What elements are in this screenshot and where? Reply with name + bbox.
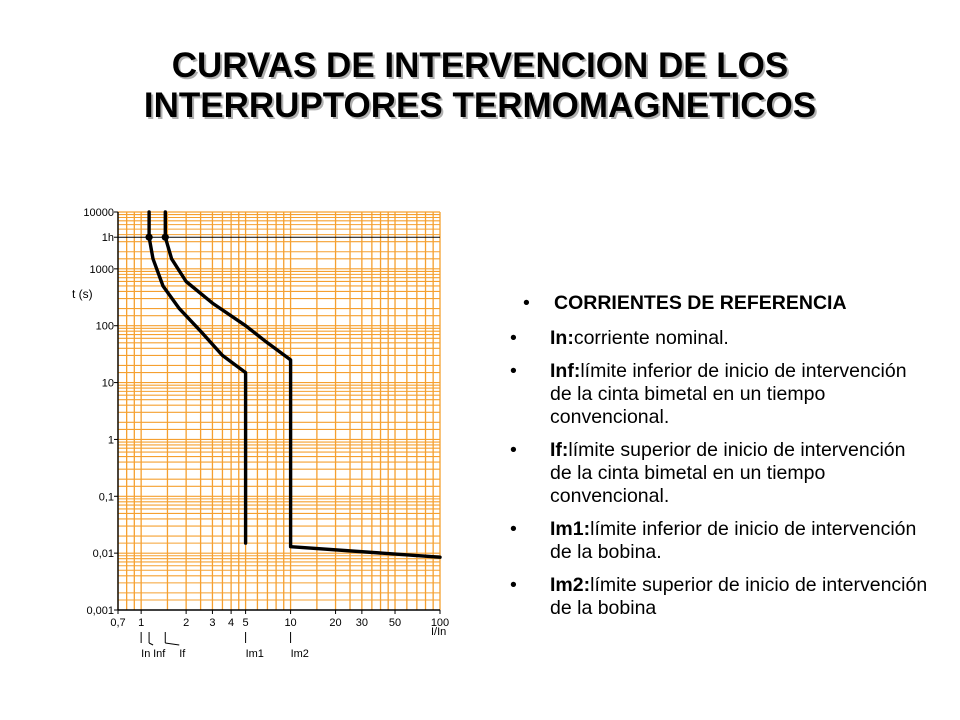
y-tick-label: 0,001 [86,605,114,617]
list-item: • Inf:límite inferior de inicio de intervención de la cinta bimetal en un tiempo convencional. [508,360,928,429]
curve-marker [162,234,169,241]
x-tick-label: 5 [242,617,249,629]
y-tick-label: 10000 [83,207,114,219]
y-tick-label: 0,1 [98,491,114,504]
reference-currents-list [508,292,928,630]
title-line-1: CURVAS DE INTERVENCION DE LOS [171,46,789,85]
y-tick-label: 100 [95,320,114,333]
chart-labels [72,207,449,660]
x-tick-label: 0,7 [110,617,126,629]
x-tick-label: 4 [228,617,235,629]
trip-curve-chart [0,195,470,675]
y-tick-label: 10 [101,377,114,390]
list-item: • Im2:límite superior de inicio de intervención de la bobina [508,574,928,620]
x-tick-label: 100 [430,617,450,629]
threshold-label-in: In [141,648,151,660]
x-tick-label: 20 [329,617,342,629]
slide-title [0,46,960,126]
list-item: • Im1:límite inferior de inicio de intervención de la bobina. [508,518,928,564]
threshold-label-im1: Im1 [245,648,264,660]
y-tick-label: 1000 [89,263,114,276]
y-tick-label: 0,01 [92,548,114,561]
x-tick-label: 2 [183,617,190,629]
threshold-label-inf: Inf [153,648,166,660]
y-axis-label: t (s) [72,287,93,301]
chart-grid [118,212,440,610]
threshold-leader [149,643,153,645]
threshold-label-im2: Im2 [290,648,309,660]
curve-marker [145,234,152,241]
y-tick-label: 1 [107,434,114,447]
threshold-leader [165,643,179,645]
list-heading: • CORRIENTES DE REFERENCIA [508,292,928,315]
x-tick-label: 50 [388,617,402,629]
x-axis-label: I/In [431,626,447,638]
title-line-2: INTERRUPTORES TERMOMAGNETICOS [143,86,817,125]
list-item: • If:límite superior de inicio de intervención de la cinta bimetal en un tiempo convencional. [508,439,928,508]
x-tick-label: 3 [209,617,216,629]
threshold-label-if: If [179,648,186,660]
y-tick-label: 1h [101,232,114,245]
list-item: • In:corriente nominal. [508,327,928,350]
x-tick-label: 1 [138,617,145,629]
x-tick-label: 30 [355,617,368,629]
x-tick-label: 10 [284,617,297,629]
